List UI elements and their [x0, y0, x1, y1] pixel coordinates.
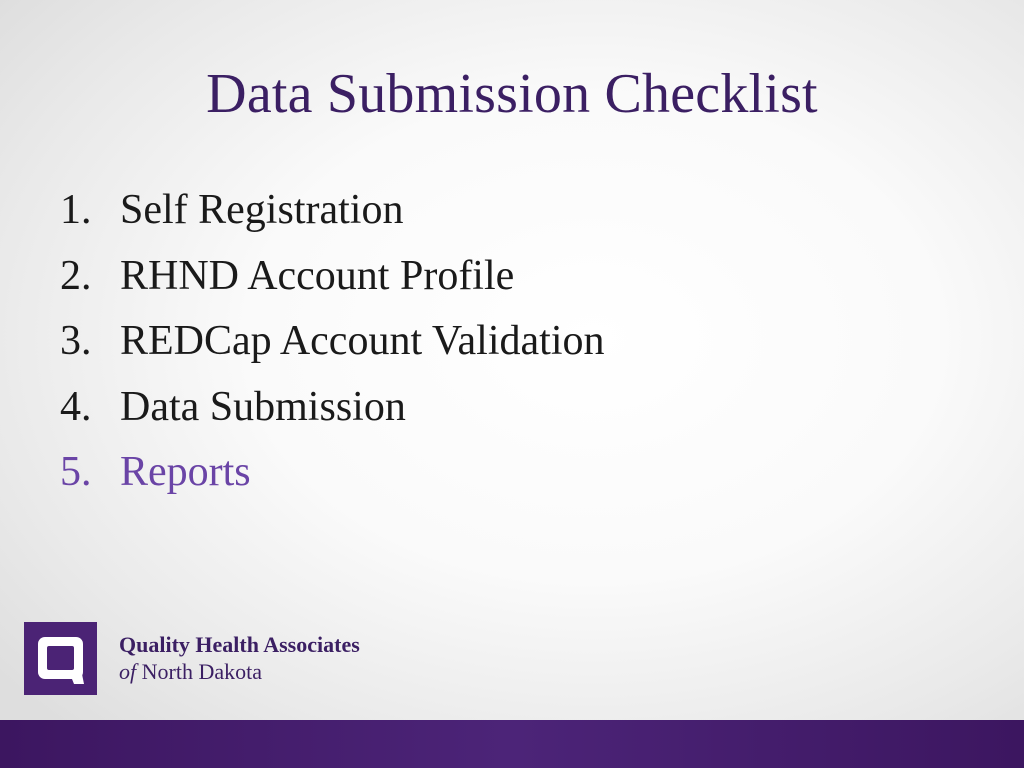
logo-org-name: Quality Health Associates — [119, 631, 360, 657]
checklist-item-self-registration — [60, 178, 605, 244]
item-number: 4. — [60, 383, 92, 430]
organization-logo — [24, 622, 360, 695]
checklist-item-reports — [60, 440, 605, 506]
item-number: 1. — [60, 187, 92, 233]
logo-org-location — [119, 658, 360, 686]
item-number: 2. — [60, 252, 92, 299]
item-number: 3. — [60, 318, 92, 364]
item-label: Self Registration — [120, 187, 404, 233]
checklist-item-rhnd-account-profile — [60, 244, 605, 310]
q-logo-icon — [24, 622, 97, 695]
logo-location-text: North Dakota — [136, 658, 262, 684]
checklist — [60, 178, 605, 506]
item-number: 5. — [60, 449, 92, 495]
slide-title: Data Submission Checklist — [206, 63, 818, 125]
logo-wordmark — [119, 632, 360, 686]
checklist-item-redcap-account-validation — [60, 309, 605, 375]
checklist-item-data-submission — [60, 375, 605, 441]
footer-bar — [0, 720, 1024, 768]
logo-of-text: of — [119, 658, 137, 684]
item-label: Data Submission — [120, 383, 406, 430]
item-label: REDCap Account Validation — [120, 318, 605, 364]
item-label: Reports — [120, 449, 251, 495]
item-label: RHND Account Profile — [120, 252, 515, 299]
